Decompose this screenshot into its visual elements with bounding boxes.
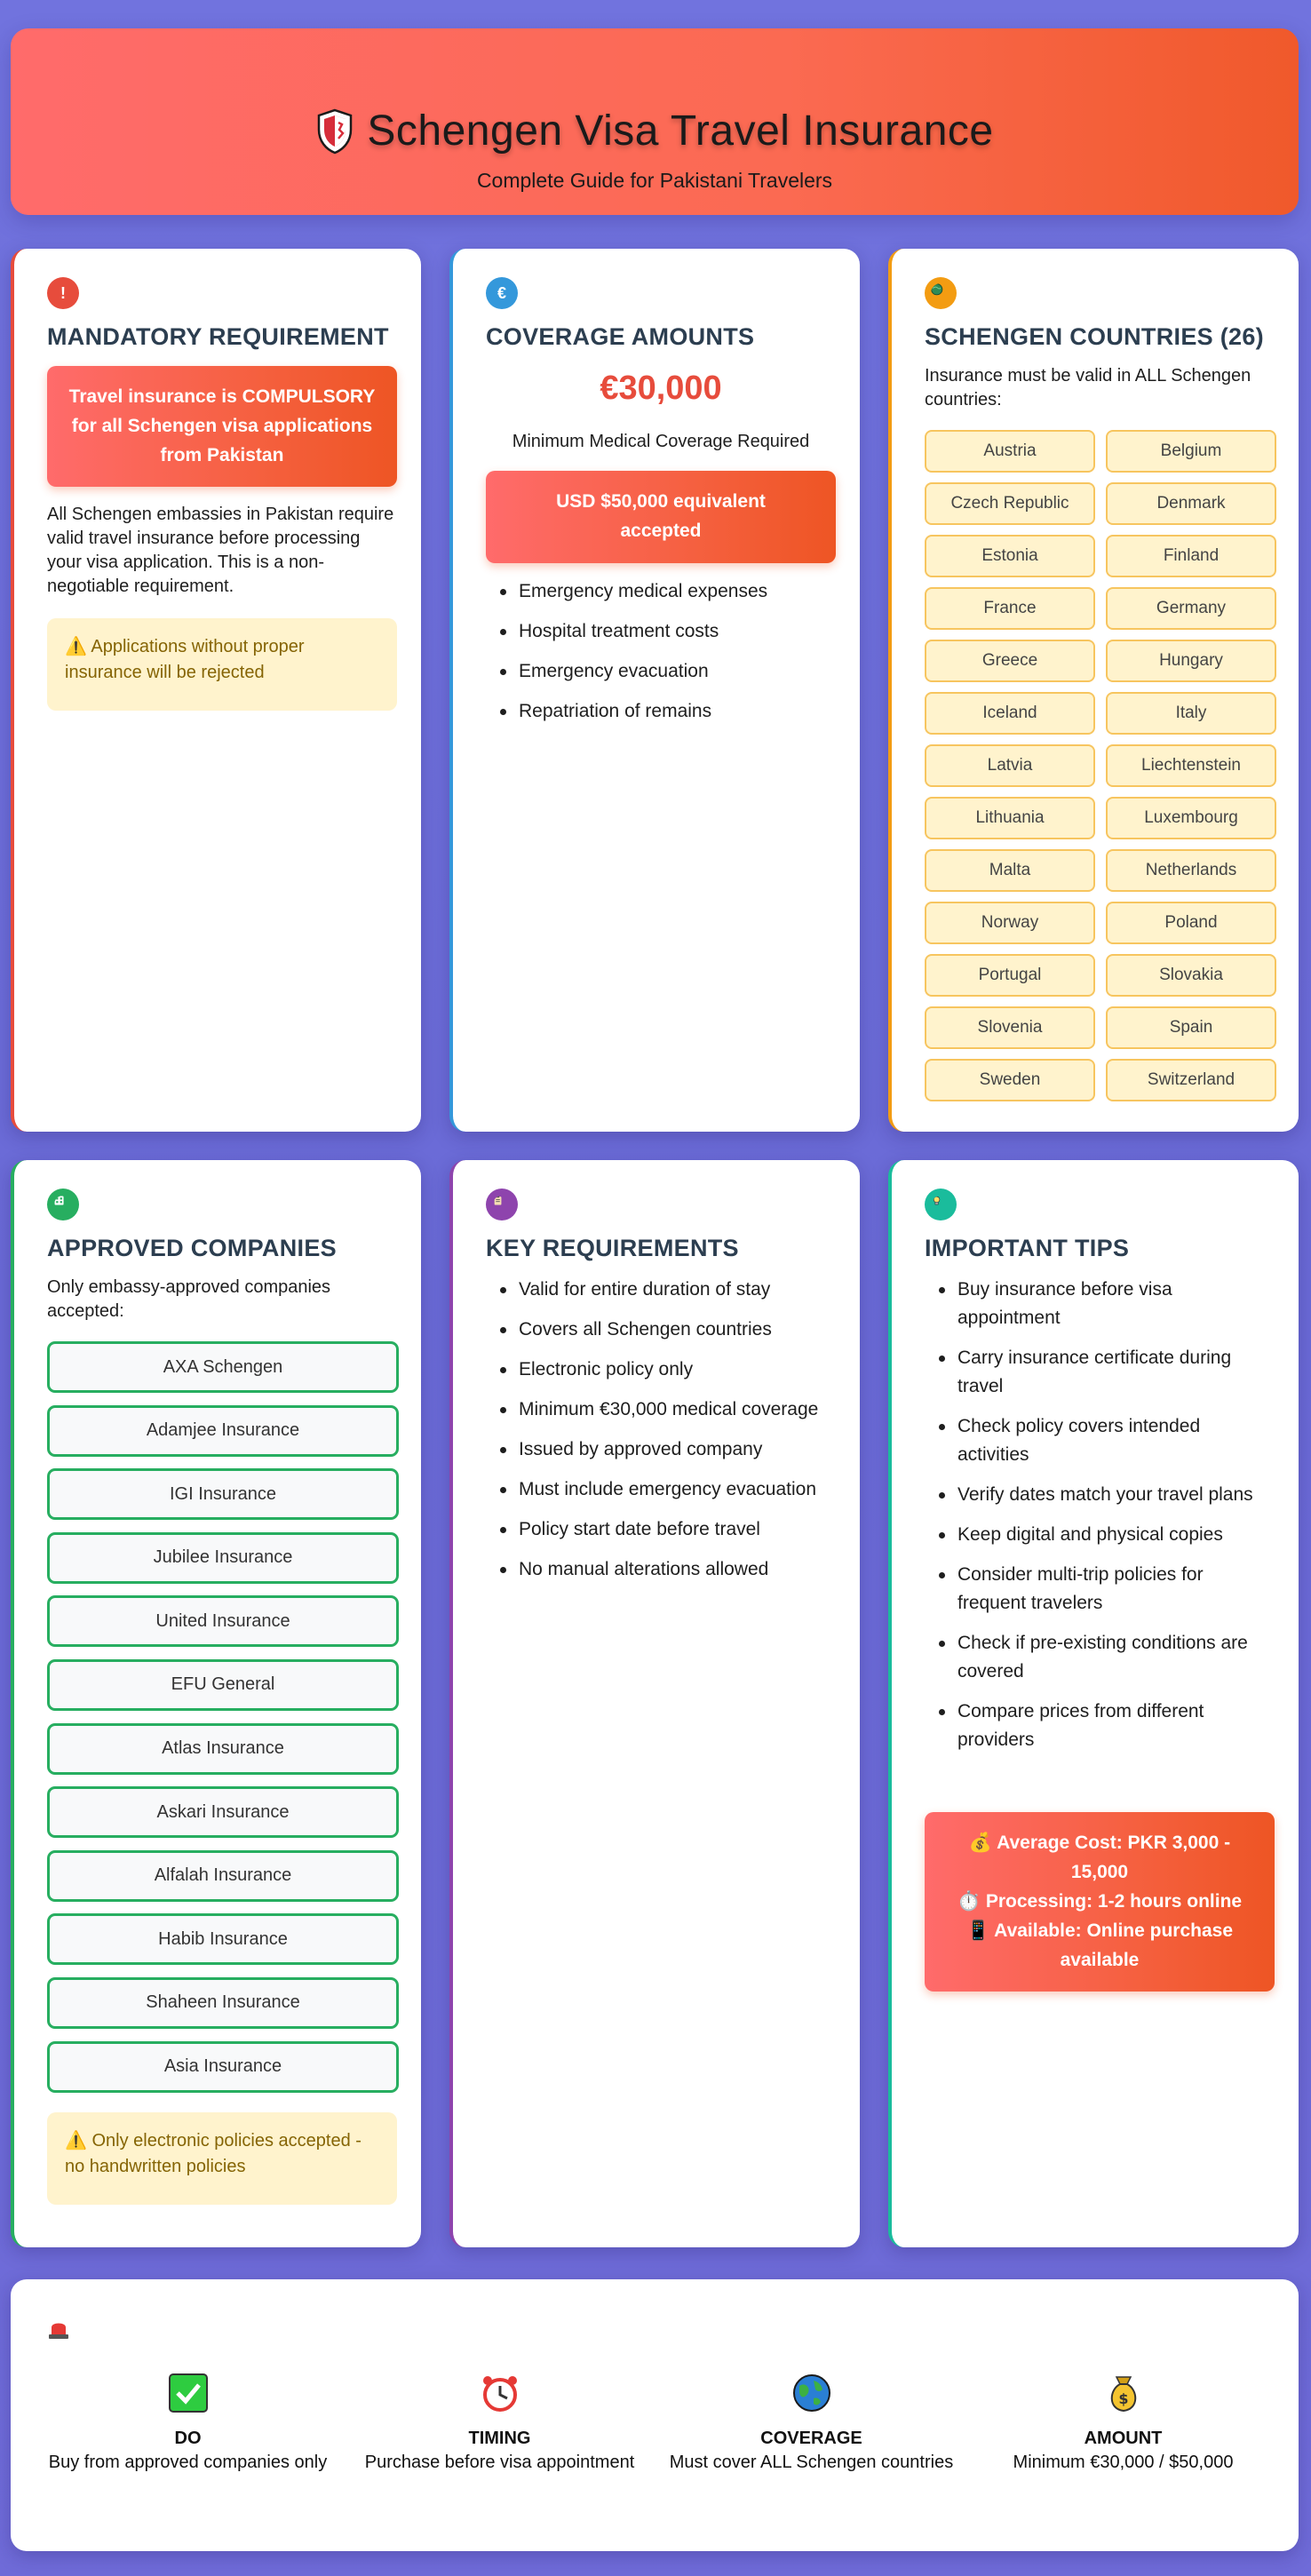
company-item: Askari Insurance [47, 1786, 399, 1838]
company-item: Alfalah Insurance [47, 1850, 399, 1902]
important-tips-card [888, 1160, 1299, 2247]
building-icon [47, 1189, 79, 1220]
money-bag-icon [1104, 2373, 1143, 2413]
exclamation-icon: ! [47, 277, 79, 309]
country-chip: Slovakia [1106, 954, 1276, 997]
coverage-list [486, 577, 836, 737]
list-item: No manual alterations allowed [486, 1555, 836, 1584]
company-item: Atlas Insurance [47, 1723, 399, 1775]
country-chip: Liechtenstein [1106, 744, 1276, 787]
list-item: Hospital treatment costs [486, 617, 836, 646]
key-requirements-card [449, 1160, 860, 2247]
page-header [11, 28, 1299, 215]
country-chip: Portugal [925, 954, 1095, 997]
check-icon [169, 2373, 208, 2413]
coverage-amount: €30,000 [600, 370, 722, 407]
rejection-warning: ⚠️ Applications without proper insurance will be rejected [47, 618, 397, 711]
card-title: MANDATORY REQUIREMENT [47, 323, 389, 350]
coverage-amounts-card [449, 249, 860, 1132]
lightbulb-icon [925, 1189, 957, 1220]
availability: 📱 Available: Online purchase available [965, 1920, 1233, 1970]
approved-companies-card [11, 1160, 421, 2247]
country-chip: Denmark [1106, 482, 1276, 525]
list-item: Repatriation of remains [486, 697, 836, 726]
company-item: IGI Insurance [47, 1468, 399, 1520]
mandatory-requirement-card [11, 249, 421, 1132]
country-chip: Austria [925, 430, 1095, 473]
card-title: APPROVED COMPANIES [47, 1235, 337, 1261]
average-cost: 💰 Average Cost: PKR 3,000 - 15,000 [968, 1833, 1231, 1882]
country-chip: Italy [1106, 692, 1276, 735]
shield-icon [315, 108, 354, 155]
electronic-policy-warning: ⚠️ Only electronic policies accepted - no handwritten policies [47, 2112, 397, 2205]
company-item: Habib Insurance [47, 1913, 399, 1965]
countries-grid [925, 430, 1276, 1101]
card-title: SCHENGEN COUNTRIES (26) [925, 323, 1264, 350]
country-chip: Luxembourg [1106, 797, 1276, 839]
list-item: Compare prices from different providers [925, 1697, 1275, 1754]
country-chip: Norway [925, 902, 1095, 944]
svg-text:$: $ [1117, 2390, 1129, 2407]
country-chip: Sweden [925, 1059, 1095, 1101]
list-item: Electronic policy only [486, 1356, 836, 1384]
list-item: Policy start date before travel [486, 1515, 836, 1544]
company-item: AXA Schengen [47, 1341, 399, 1393]
country-chip: Latvia [925, 744, 1095, 787]
list-item: Minimum €30,000 medical coverage [486, 1395, 836, 1424]
usd-equivalent-box: USD $50,000 equivalent accepted [486, 471, 836, 563]
country-chip: Spain [1106, 1006, 1276, 1049]
schengen-countries-card [888, 249, 1299, 1132]
mandatory-body-text: All Schengen embassies in Pakistan require valid travel insurance before processing your visa application. This is a non-negotiable requirement. [47, 505, 394, 596]
company-item: Asia Insurance [47, 2041, 399, 2093]
page-subtitle: Complete Guide for Pakistani Travelers [476, 169, 833, 192]
company-item: Adamjee Insurance [47, 1405, 399, 1457]
card-title: COVERAGE AMOUNTS [486, 323, 755, 350]
country-chip: Belgium [1106, 430, 1276, 473]
footer-do: DO Buy from approved companies only [32, 2373, 344, 2475]
siren-icon [46, 2317, 71, 2340]
country-chip: Hungary [1106, 640, 1276, 682]
company-item: Jubilee Insurance [47, 1532, 399, 1584]
country-chip: Czech Republic [925, 482, 1095, 525]
company-item: EFU General [47, 1659, 399, 1711]
companies-intro: Only embassy-approved companies accepted: [47, 1277, 331, 1321]
country-chip: Poland [1106, 902, 1276, 944]
list-item: Emergency medical expenses [486, 577, 836, 606]
country-chip: France [925, 587, 1095, 630]
euro-icon: € [486, 277, 518, 309]
cost-summary-box [925, 1812, 1275, 1992]
globe-icon [792, 2373, 831, 2413]
country-chip: Estonia [925, 535, 1095, 577]
footer-timing: TIMING Purchase before visa appointment [344, 2373, 656, 2475]
page-title: Schengen Visa Travel Insurance [367, 107, 994, 155]
list-item: Carry insurance certificate during travel [925, 1344, 1275, 1401]
country-chip: Malta [925, 849, 1095, 892]
list-item: Buy insurance before visa appointment [925, 1276, 1275, 1332]
list-item: Issued by approved company [486, 1435, 836, 1464]
list-item: Keep digital and physical copies [925, 1521, 1275, 1549]
list-item: Valid for entire duration of stay [486, 1276, 836, 1304]
list-item: Consider multi-trip policies for frequent travelers [925, 1561, 1275, 1618]
country-chip: Finland [1106, 535, 1276, 577]
country-chip: Lithuania [925, 797, 1095, 839]
list-item: Check policy covers intended activities [925, 1412, 1275, 1469]
companies-list [47, 1341, 399, 2104]
tips-list [925, 1276, 1275, 1766]
footer-amount: $ AMOUNT Minimum €30,000 / $50,000 [967, 2373, 1279, 2475]
alarm-clock-icon [481, 2373, 520, 2413]
company-item: United Insurance [47, 1595, 399, 1647]
footer-coverage: COVERAGE Must cover ALL Schengen countries [656, 2373, 967, 2475]
country-chip: Greece [925, 640, 1095, 682]
globe-icon [925, 277, 957, 309]
clipboard-icon [486, 1189, 518, 1220]
country-chip: Slovenia [925, 1006, 1095, 1049]
summary-footer [11, 2279, 1299, 2551]
country-chip: Switzerland [1106, 1059, 1276, 1101]
country-chip: Netherlands [1106, 849, 1276, 892]
coverage-caption: Minimum Medical Coverage Required [512, 432, 810, 451]
list-item: Check if pre-existing conditions are covered [925, 1629, 1275, 1686]
list-item: Covers all Schengen countries [486, 1316, 836, 1344]
country-chip: Iceland [925, 692, 1095, 735]
country-chip: Germany [1106, 587, 1276, 630]
compulsory-highlight: Travel insurance is COMPULSORY for all Schengen visa applications from Pakistan [47, 366, 397, 487]
card-title: KEY REQUIREMENTS [486, 1235, 739, 1261]
processing-time: ⏱️ Processing: 1-2 hours online [957, 1891, 1243, 1912]
requirements-list [486, 1276, 836, 1595]
list-item: Emergency evacuation [486, 657, 836, 686]
card-title: IMPORTANT TIPS [925, 1235, 1130, 1261]
countries-intro: Insurance must be valid in ALL Schengen countries: [925, 366, 1251, 409]
list-item: Must include emergency evacuation [486, 1475, 836, 1504]
company-item: Shaheen Insurance [47, 1977, 399, 2029]
list-item: Verify dates match your travel plans [925, 1481, 1275, 1509]
